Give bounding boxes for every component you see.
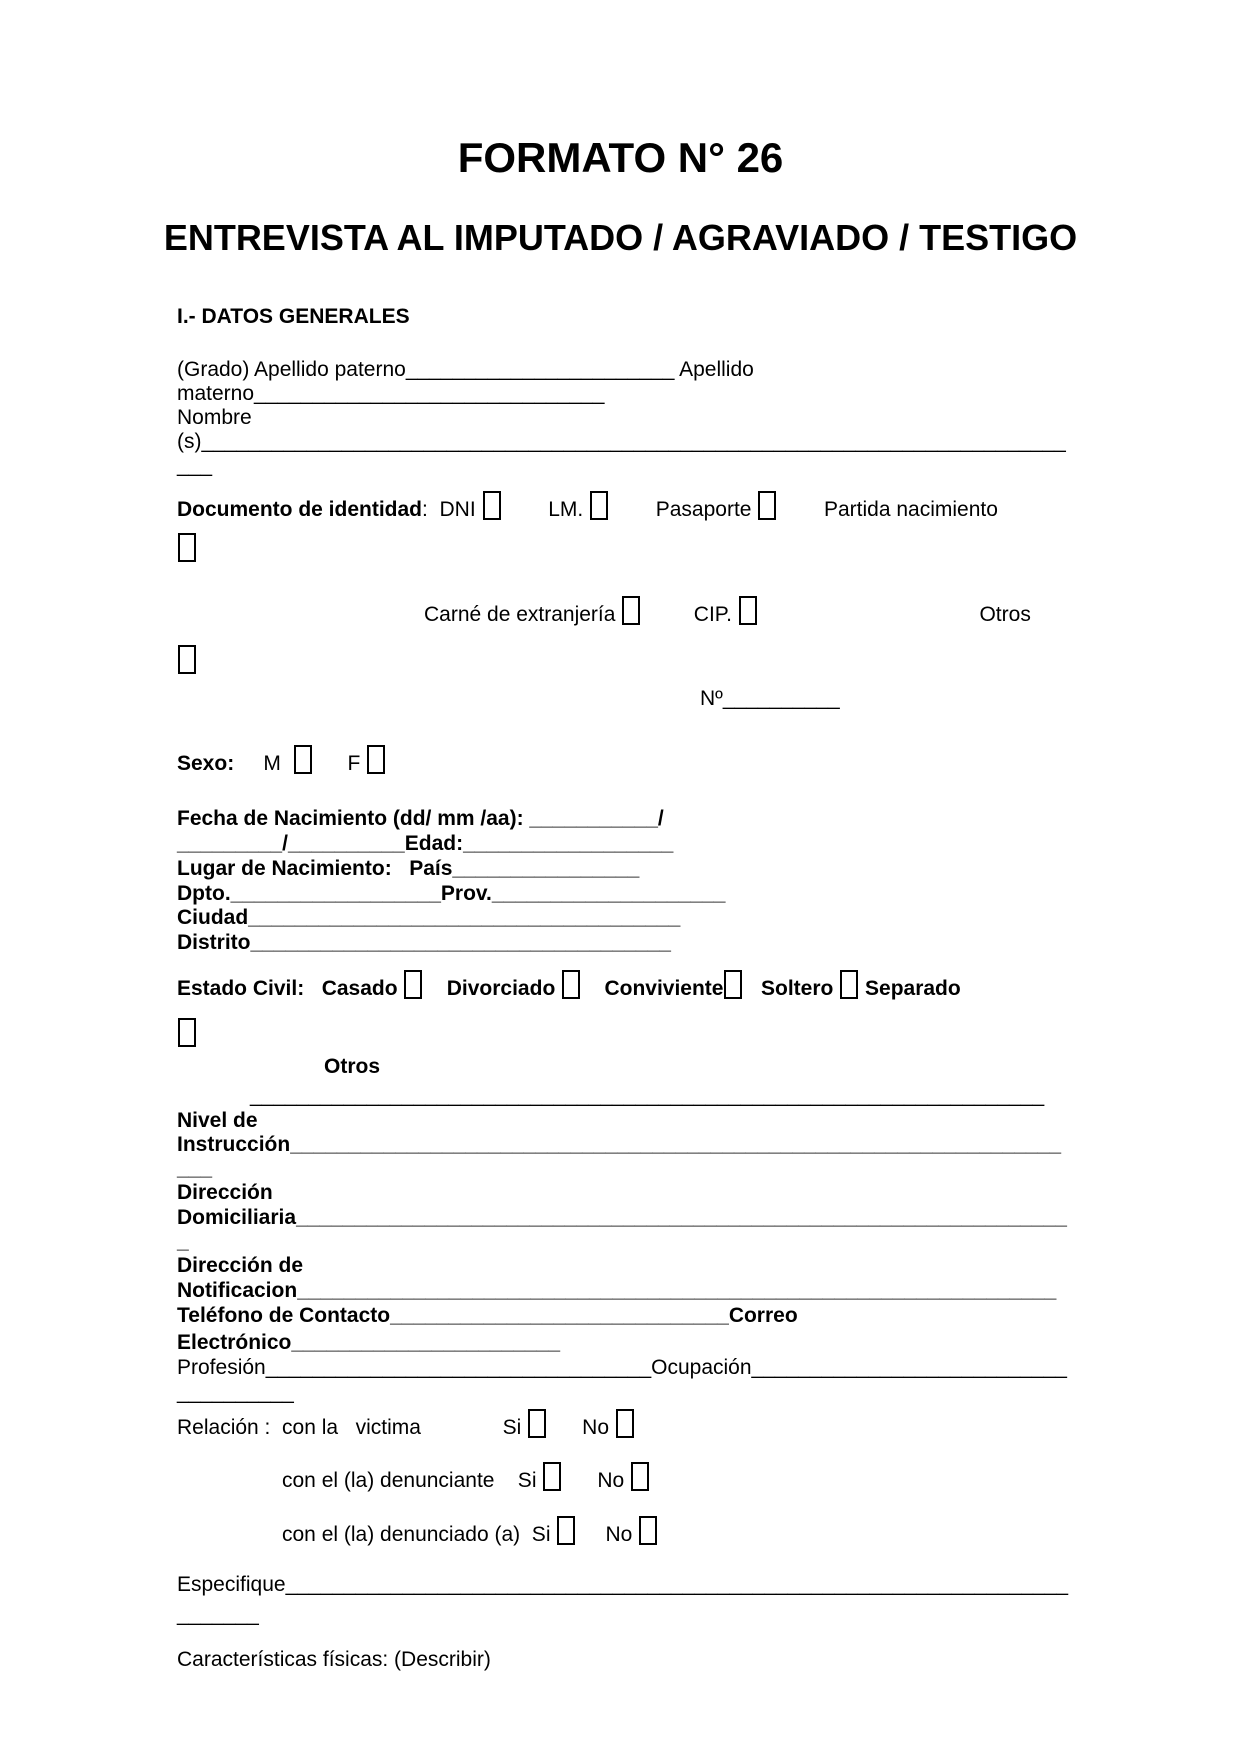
text-segment: Profesión [177, 1356, 266, 1379]
text-segment: Lugar de Nacimiento: País [177, 857, 453, 880]
ocupacion-field-wrap[interactable]: __________ [177, 1381, 294, 1404]
victima-si-checkbox[interactable] [528, 1409, 546, 1438]
direccion-domiciliaria-field[interactable]: __________________________________________________________________ [296, 1206, 1067, 1229]
sexo-m-checkbox[interactable] [294, 745, 312, 774]
text-segment: Notificacion [177, 1279, 298, 1302]
text-segment: Otros [324, 1055, 381, 1078]
text-segment: No [576, 1523, 639, 1546]
text-segment: Pasaporte [609, 498, 758, 521]
dni-checkbox[interactable] [483, 491, 501, 520]
documento-identidad-line [177, 491, 1241, 522]
sexo-f-checkbox[interactable] [367, 745, 385, 774]
separado-checkbox[interactable] [178, 1018, 196, 1047]
nombres-line [177, 430, 1241, 454]
text-segment: materno [177, 382, 255, 405]
text-segment: Casado [304, 977, 404, 1000]
direccion-domiciliaria-line-1 [177, 1181, 1241, 1205]
text-segment: Documento de identidad [177, 498, 423, 521]
pasaporte-checkbox[interactable] [758, 491, 776, 520]
text-segment: Estado Civil: [177, 977, 305, 1000]
text-segment: Instrucción [177, 1133, 291, 1156]
direccion-notificacion-line-2 [177, 1279, 1241, 1303]
text-segment: CIP. [641, 603, 738, 626]
carne-extranjeria-checkbox[interactable] [622, 596, 640, 625]
victima-no-checkbox[interactable] [616, 1409, 634, 1438]
apellido-paterno-line [177, 358, 1241, 382]
text-segment: Especifique [177, 1573, 286, 1596]
telefono-contacto-field[interactable]: _____________________________ [390, 1304, 729, 1327]
estado-civil-line [177, 970, 1241, 1001]
especifique-wrap-line [177, 1603, 1241, 1627]
text-segment: Si [420, 1416, 528, 1439]
nombres-wrap-line [177, 454, 1241, 478]
apellido-materno-line [177, 382, 1241, 406]
nombre-label-line [177, 406, 1241, 430]
text-segment: Distrito [177, 931, 251, 954]
caracteristicas-fisicas-line [177, 1648, 1241, 1672]
distrito-line [177, 931, 1241, 955]
text-segment: LM. [501, 498, 590, 521]
text-segment: Dirección [177, 1181, 273, 1204]
text-segment: Nº [700, 687, 723, 710]
nombres-field-wrap[interactable]: ___ [177, 454, 213, 477]
section-heading-datos-generales: I.- DATOS GENERALES [177, 305, 410, 328]
lugar-nacimiento-line [177, 857, 1241, 881]
separado-checkbox-line [177, 1018, 1241, 1049]
estado-civil-otros-field[interactable]: ____________________________________________________________________ [250, 1084, 1045, 1107]
text-segment: Relación : con la victima [177, 1416, 421, 1439]
denunciante-si-checkbox[interactable] [543, 1462, 561, 1491]
text-segment: Otros [757, 603, 1031, 626]
text-segment: Carné de extranjería [424, 603, 622, 626]
pais-field[interactable]: ________________ [452, 857, 640, 880]
text-segment: Correo [728, 1304, 798, 1327]
direccion-domiciliaria-field-wrap[interactable]: _ [177, 1230, 189, 1253]
relacion-victima-line [177, 1409, 1241, 1440]
telefono-correo-line [177, 1304, 1241, 1328]
relacion-denunciante-line [282, 1462, 1241, 1493]
soltero-checkbox[interactable] [840, 970, 858, 999]
apellido-materno-field[interactable]: ______________________________ [254, 382, 605, 405]
estado-civil-otros-field-line [250, 1084, 1241, 1108]
direccion-domiciliaria-wrap-line [177, 1230, 1241, 1254]
text-segment: Dpto. [177, 882, 231, 905]
distrito-field[interactable]: ____________________________________ [250, 931, 671, 954]
text-segment: Partida nacimiento [777, 498, 998, 521]
denunciante-no-checkbox[interactable] [631, 1462, 649, 1491]
ocupacion-field[interactable]: ___________________________ [751, 1356, 1067, 1379]
text-segment: Dirección de [177, 1254, 304, 1277]
text-segment: : DNI [422, 498, 482, 521]
text-segment: Ciudad [177, 906, 249, 929]
form-body [177, 358, 1241, 1672]
text-segment: Nombre [177, 406, 252, 429]
text-segment: Prov. [440, 882, 492, 905]
profesion-field[interactable]: _________________________________ [265, 1356, 652, 1379]
partida-nacimiento-checkbox[interactable] [178, 533, 196, 562]
ciudad-line [177, 906, 1241, 930]
page-title: FORMATO N° 26 [457, 134, 784, 181]
text-segment: Sexo: [177, 752, 235, 775]
relacion-denunciado-line [282, 1516, 1241, 1547]
denunciado-no-checkbox[interactable] [639, 1516, 657, 1545]
dpto-prov-line [177, 882, 1241, 906]
text-segment: M [234, 752, 293, 775]
direccion-notificacion-line-1 [177, 1254, 1241, 1278]
prov-field[interactable]: ____________________ [491, 882, 726, 905]
text-segment: con el (la) denunciante Si [282, 1469, 543, 1492]
ciudad-field[interactable]: _____________________________________ [248, 906, 681, 929]
edad-field[interactable]: __________________ [463, 832, 674, 855]
conviviente-checkbox[interactable] [724, 970, 742, 999]
text-segment: Ocupación [651, 1356, 752, 1379]
text-segment: Fecha de Nacimiento (dd/ mm /aa): [177, 807, 530, 830]
profesion-ocupacion-line [177, 1356, 1241, 1380]
carne-extranjeria-line [424, 596, 1241, 627]
nivel-instruccion-wrap-line [177, 1157, 1241, 1181]
text-segment: Conviviente [581, 977, 724, 1000]
especifique-line [177, 1573, 1241, 1597]
cip-checkbox[interactable] [739, 596, 757, 625]
nivel-instruccion-line-2 [177, 1133, 1241, 1157]
otros-documento-checkbox[interactable] [178, 645, 196, 674]
text-segment: Separado [859, 977, 961, 1000]
sexo-line [177, 745, 1241, 776]
text-segment: (s) [177, 430, 202, 453]
fecha-nacimiento-line-1 [177, 807, 1241, 831]
nivel-instruccion-line-1 [177, 1109, 1241, 1133]
text-segment: Divorciado [423, 977, 562, 1000]
documento-numero-field[interactable]: __________ [722, 687, 840, 710]
documento-numero-line [700, 687, 1241, 711]
fecha-nacimiento-field-wrap[interactable]: _________/__________ [177, 832, 405, 855]
nivel-instruccion-field-wrap[interactable]: ___ [177, 1157, 213, 1180]
text-segment: Domiciliaria [177, 1206, 297, 1229]
fecha-nacimiento-field[interactable]: ___________/ [529, 807, 664, 830]
text-segment: No [547, 1416, 615, 1439]
casado-checkbox[interactable] [404, 970, 422, 999]
nivel-instruccion-field[interactable]: __________________________________________________________________ [290, 1133, 1062, 1156]
text-segment: F [312, 752, 367, 775]
correo-electronico-line [177, 1331, 1241, 1355]
especifique-field-wrap[interactable]: _______ [177, 1603, 259, 1626]
partida-nacimiento-checkbox-line [177, 533, 1241, 564]
estado-civil-otros-label-line [324, 1055, 1241, 1079]
text-segment: Teléfono de Contacto [177, 1304, 391, 1327]
apellido-paterno-field[interactable]: _______________________ [405, 358, 675, 381]
text-segment: No [562, 1469, 631, 1492]
nombres-field[interactable]: __________________________________________________________________________ [201, 430, 1066, 453]
divorciado-checkbox[interactable] [562, 970, 580, 999]
text-segment: Electrónico [177, 1331, 292, 1354]
especifique-field[interactable]: ___________________________________________________________________ [285, 1573, 1069, 1596]
text-segment: Características físicas: (Describir) [177, 1648, 491, 1671]
text-segment: Edad: [404, 832, 464, 855]
page-subtitle: ENTREVISTA AL IMPUTADO / AGRAVIADO / TESTIGO [163, 217, 1078, 258]
text-segment: Apellido [674, 358, 754, 381]
lm-checkbox[interactable] [590, 491, 608, 520]
dpto-field[interactable]: __________________ [230, 882, 441, 905]
direccion-notificacion-field[interactable]: _________________________________________________________________ [297, 1279, 1057, 1302]
ocupacion-wrap-line [177, 1381, 1241, 1405]
fecha-nacimiento-line-2 [177, 832, 1241, 856]
denunciado-si-checkbox[interactable] [557, 1516, 575, 1545]
text-segment: (Grado) Apellido paterno [177, 358, 406, 381]
text-segment: Soltero [743, 977, 840, 1000]
text-segment: con el (la) denunciado (a) Si [282, 1523, 557, 1546]
direccion-domiciliaria-line-2 [177, 1206, 1241, 1230]
otros-documento-checkbox-line [177, 645, 1241, 676]
correo-electronico-field[interactable]: _______________________ [291, 1331, 560, 1354]
text-segment: Nivel de [177, 1109, 258, 1132]
